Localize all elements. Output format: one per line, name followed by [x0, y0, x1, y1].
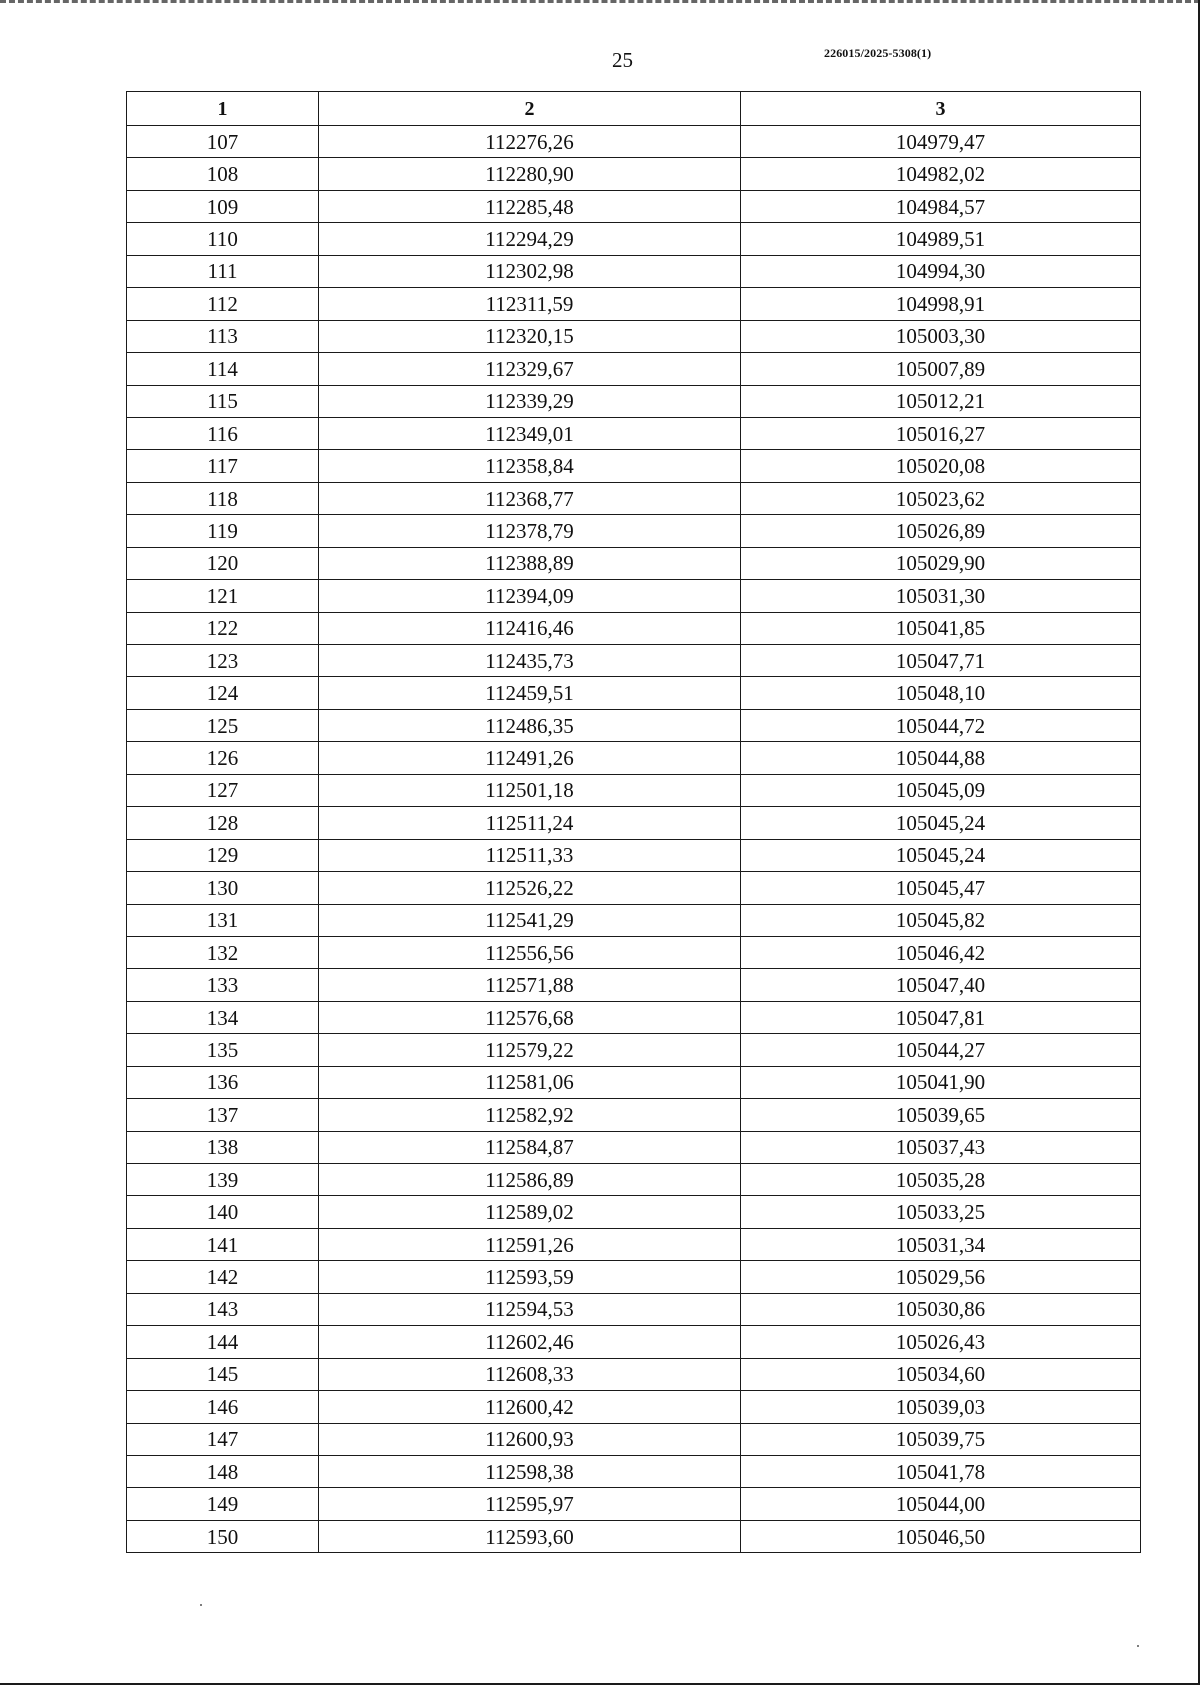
scan-edge-line — [0, 0, 1200, 6]
coord-x-cell: 112459,51 — [319, 677, 741, 709]
coord-y-cell: 105012,21 — [741, 385, 1141, 417]
point-number-cell: 132 — [127, 936, 319, 968]
table-row — [127, 547, 1141, 579]
coord-x-cell: 112388,89 — [319, 547, 741, 579]
coord-x-cell: 112435,73 — [319, 645, 741, 677]
table-row — [127, 320, 1141, 352]
table-row — [127, 1391, 1141, 1423]
table-row — [127, 872, 1141, 904]
point-number-cell: 142 — [127, 1261, 319, 1293]
table-row — [127, 904, 1141, 936]
table-row — [127, 158, 1141, 190]
column-header-3: 3 — [741, 92, 1141, 126]
coord-y-cell: 105048,10 — [741, 677, 1141, 709]
coord-y-cell: 105003,30 — [741, 320, 1141, 352]
point-number-cell: 128 — [127, 807, 319, 839]
coord-x-cell: 112600,42 — [319, 1391, 741, 1423]
coord-y-cell: 105033,25 — [741, 1196, 1141, 1228]
coord-x-cell: 112339,29 — [319, 385, 741, 417]
point-number-cell: 114 — [127, 353, 319, 385]
point-number-cell: 107 — [127, 126, 319, 158]
scan-speck — [200, 1604, 202, 1606]
table-row — [127, 288, 1141, 320]
coord-x-cell: 112556,56 — [319, 936, 741, 968]
coord-y-cell: 105044,72 — [741, 709, 1141, 741]
table-body — [127, 126, 1141, 1553]
table-row — [127, 1293, 1141, 1325]
table-row — [127, 1358, 1141, 1390]
point-number-cell: 138 — [127, 1131, 319, 1163]
point-number-cell: 134 — [127, 1001, 319, 1033]
point-number-cell: 129 — [127, 839, 319, 871]
table-row — [127, 645, 1141, 677]
coord-y-cell: 105039,03 — [741, 1391, 1141, 1423]
point-number-cell: 146 — [127, 1391, 319, 1423]
table-row — [127, 709, 1141, 741]
coord-x-cell: 112576,68 — [319, 1001, 741, 1033]
coord-x-cell: 112571,88 — [319, 969, 741, 1001]
coord-y-cell: 105041,90 — [741, 1066, 1141, 1098]
coord-y-cell: 105041,78 — [741, 1455, 1141, 1487]
header-row — [127, 92, 1141, 126]
coord-x-cell: 112600,93 — [319, 1423, 741, 1455]
table-row — [127, 969, 1141, 1001]
coord-x-cell: 112595,97 — [319, 1488, 741, 1520]
point-number-cell: 118 — [127, 482, 319, 514]
point-number-cell: 123 — [127, 645, 319, 677]
coord-x-cell: 112579,22 — [319, 1034, 741, 1066]
coord-x-cell: 112582,92 — [319, 1099, 741, 1131]
coord-x-cell: 112501,18 — [319, 774, 741, 806]
point-number-cell: 140 — [127, 1196, 319, 1228]
table-row — [127, 450, 1141, 482]
coord-x-cell: 112378,79 — [319, 515, 741, 547]
table-row — [127, 515, 1141, 547]
point-number-cell: 119 — [127, 515, 319, 547]
table-row — [127, 1488, 1141, 1520]
coord-y-cell: 105031,30 — [741, 580, 1141, 612]
coord-x-cell: 112541,29 — [319, 904, 741, 936]
table-row — [127, 1455, 1141, 1487]
coord-x-cell: 112598,38 — [319, 1455, 741, 1487]
table-row — [127, 612, 1141, 644]
point-number-cell: 109 — [127, 190, 319, 222]
table-header — [127, 92, 1141, 126]
table-row — [127, 1131, 1141, 1163]
coord-x-cell: 112593,59 — [319, 1261, 741, 1293]
coord-x-cell: 112608,33 — [319, 1358, 741, 1390]
coord-x-cell: 112394,09 — [319, 580, 741, 612]
point-number-cell: 117 — [127, 450, 319, 482]
coord-x-cell: 112320,15 — [319, 320, 741, 352]
point-number-cell: 130 — [127, 872, 319, 904]
coord-x-cell: 112276,26 — [319, 126, 741, 158]
table-row — [127, 1001, 1141, 1033]
table-row — [127, 839, 1141, 871]
coord-x-cell: 112602,46 — [319, 1326, 741, 1358]
coord-y-cell: 105023,62 — [741, 482, 1141, 514]
table-row — [127, 223, 1141, 255]
coord-y-cell: 104989,51 — [741, 223, 1141, 255]
coord-y-cell: 105045,09 — [741, 774, 1141, 806]
coord-x-cell: 112589,02 — [319, 1196, 741, 1228]
coord-y-cell: 105047,71 — [741, 645, 1141, 677]
point-number-cell: 148 — [127, 1455, 319, 1487]
table-row — [127, 482, 1141, 514]
point-number-cell: 121 — [127, 580, 319, 612]
table-row — [127, 936, 1141, 968]
coord-y-cell: 105026,89 — [741, 515, 1141, 547]
coord-y-cell: 105030,86 — [741, 1293, 1141, 1325]
coord-x-cell: 112416,46 — [319, 612, 741, 644]
scan-speck — [1137, 1645, 1139, 1647]
point-number-cell: 139 — [127, 1164, 319, 1196]
coord-y-cell: 104982,02 — [741, 158, 1141, 190]
coord-y-cell: 104998,91 — [741, 288, 1141, 320]
coord-y-cell: 105029,56 — [741, 1261, 1141, 1293]
coord-x-cell: 112302,98 — [319, 255, 741, 287]
point-number-cell: 125 — [127, 709, 319, 741]
point-number-cell: 124 — [127, 677, 319, 709]
coord-y-cell: 105039,65 — [741, 1099, 1141, 1131]
column-header-2: 2 — [319, 92, 741, 126]
coord-y-cell: 105045,24 — [741, 807, 1141, 839]
coord-x-cell: 112511,33 — [319, 839, 741, 871]
point-number-cell: 133 — [127, 969, 319, 1001]
point-number-cell: 126 — [127, 742, 319, 774]
table-row — [127, 255, 1141, 287]
table-row — [127, 385, 1141, 417]
point-number-cell: 141 — [127, 1228, 319, 1260]
coord-x-cell: 112511,24 — [319, 807, 741, 839]
coord-y-cell: 105041,85 — [741, 612, 1141, 644]
table-row — [127, 417, 1141, 449]
point-number-cell: 115 — [127, 385, 319, 417]
point-number-cell: 108 — [127, 158, 319, 190]
coord-x-cell: 112280,90 — [319, 158, 741, 190]
coord-x-cell: 112586,89 — [319, 1164, 741, 1196]
coord-y-cell: 105046,42 — [741, 936, 1141, 968]
document-reference: 226015/2025-5308(1) — [824, 46, 932, 60]
table-row — [127, 774, 1141, 806]
table-row — [127, 1326, 1141, 1358]
table-row — [127, 1164, 1141, 1196]
coord-y-cell: 105044,00 — [741, 1488, 1141, 1520]
point-number-cell: 143 — [127, 1293, 319, 1325]
coord-y-cell: 105039,75 — [741, 1423, 1141, 1455]
point-number-cell: 135 — [127, 1034, 319, 1066]
page-number: 25 — [612, 48, 633, 72]
table-row — [127, 1520, 1141, 1552]
coord-x-cell: 112368,77 — [319, 482, 741, 514]
table-row — [127, 353, 1141, 385]
coord-x-cell: 112593,60 — [319, 1520, 741, 1552]
coord-x-cell: 112294,29 — [319, 223, 741, 255]
table-row — [127, 677, 1141, 709]
point-number-cell: 113 — [127, 320, 319, 352]
coord-x-cell: 112329,67 — [319, 353, 741, 385]
coord-y-cell: 105016,27 — [741, 417, 1141, 449]
coord-y-cell: 105035,28 — [741, 1164, 1141, 1196]
coord-y-cell: 105047,40 — [741, 969, 1141, 1001]
coord-y-cell: 105020,08 — [741, 450, 1141, 482]
coord-x-cell: 112591,26 — [319, 1228, 741, 1260]
coord-y-cell: 105034,60 — [741, 1358, 1141, 1390]
point-number-cell: 111 — [127, 255, 319, 287]
point-number-cell: 150 — [127, 1520, 319, 1552]
point-number-cell: 147 — [127, 1423, 319, 1455]
coord-x-cell: 112584,87 — [319, 1131, 741, 1163]
table-row — [127, 1261, 1141, 1293]
table-row — [127, 126, 1141, 158]
coord-y-cell: 104979,47 — [741, 126, 1141, 158]
coord-y-cell: 105046,50 — [741, 1520, 1141, 1552]
point-number-cell: 144 — [127, 1326, 319, 1358]
coord-y-cell: 105026,43 — [741, 1326, 1141, 1358]
point-number-cell: 120 — [127, 547, 319, 579]
point-number-cell: 112 — [127, 288, 319, 320]
coord-y-cell: 105029,90 — [741, 547, 1141, 579]
point-number-cell: 127 — [127, 774, 319, 806]
coord-y-cell: 105045,47 — [741, 872, 1141, 904]
table-row — [127, 580, 1141, 612]
coord-x-cell: 112358,84 — [319, 450, 741, 482]
coord-x-cell: 112311,59 — [319, 288, 741, 320]
coord-x-cell: 112349,01 — [319, 417, 741, 449]
table-row — [127, 1423, 1141, 1455]
point-number-cell: 137 — [127, 1099, 319, 1131]
table-row — [127, 807, 1141, 839]
point-number-cell: 136 — [127, 1066, 319, 1098]
coord-y-cell: 105045,24 — [741, 839, 1141, 871]
point-number-cell: 122 — [127, 612, 319, 644]
coord-x-cell: 112526,22 — [319, 872, 741, 904]
point-number-cell: 145 — [127, 1358, 319, 1390]
table-row — [127, 190, 1141, 222]
coord-x-cell: 112594,53 — [319, 1293, 741, 1325]
coordinates-table — [126, 91, 1141, 1553]
coord-x-cell: 112491,26 — [319, 742, 741, 774]
table-row — [127, 742, 1141, 774]
coord-y-cell: 104994,30 — [741, 255, 1141, 287]
table-row — [127, 1099, 1141, 1131]
coord-y-cell: 105007,89 — [741, 353, 1141, 385]
coord-y-cell: 105044,88 — [741, 742, 1141, 774]
coord-y-cell: 105037,43 — [741, 1131, 1141, 1163]
table-row — [127, 1196, 1141, 1228]
point-number-cell: 110 — [127, 223, 319, 255]
column-header-1: 1 — [127, 92, 319, 126]
coord-y-cell: 105031,34 — [741, 1228, 1141, 1260]
coord-y-cell: 105047,81 — [741, 1001, 1141, 1033]
point-number-cell: 149 — [127, 1488, 319, 1520]
coord-x-cell: 112285,48 — [319, 190, 741, 222]
table-row — [127, 1066, 1141, 1098]
point-number-cell: 131 — [127, 904, 319, 936]
coord-y-cell: 105045,82 — [741, 904, 1141, 936]
table-row — [127, 1228, 1141, 1260]
table-row — [127, 1034, 1141, 1066]
coord-x-cell: 112581,06 — [319, 1066, 741, 1098]
point-number-cell: 116 — [127, 417, 319, 449]
coord-y-cell: 105044,27 — [741, 1034, 1141, 1066]
coord-x-cell: 112486,35 — [319, 709, 741, 741]
coord-y-cell: 104984,57 — [741, 190, 1141, 222]
